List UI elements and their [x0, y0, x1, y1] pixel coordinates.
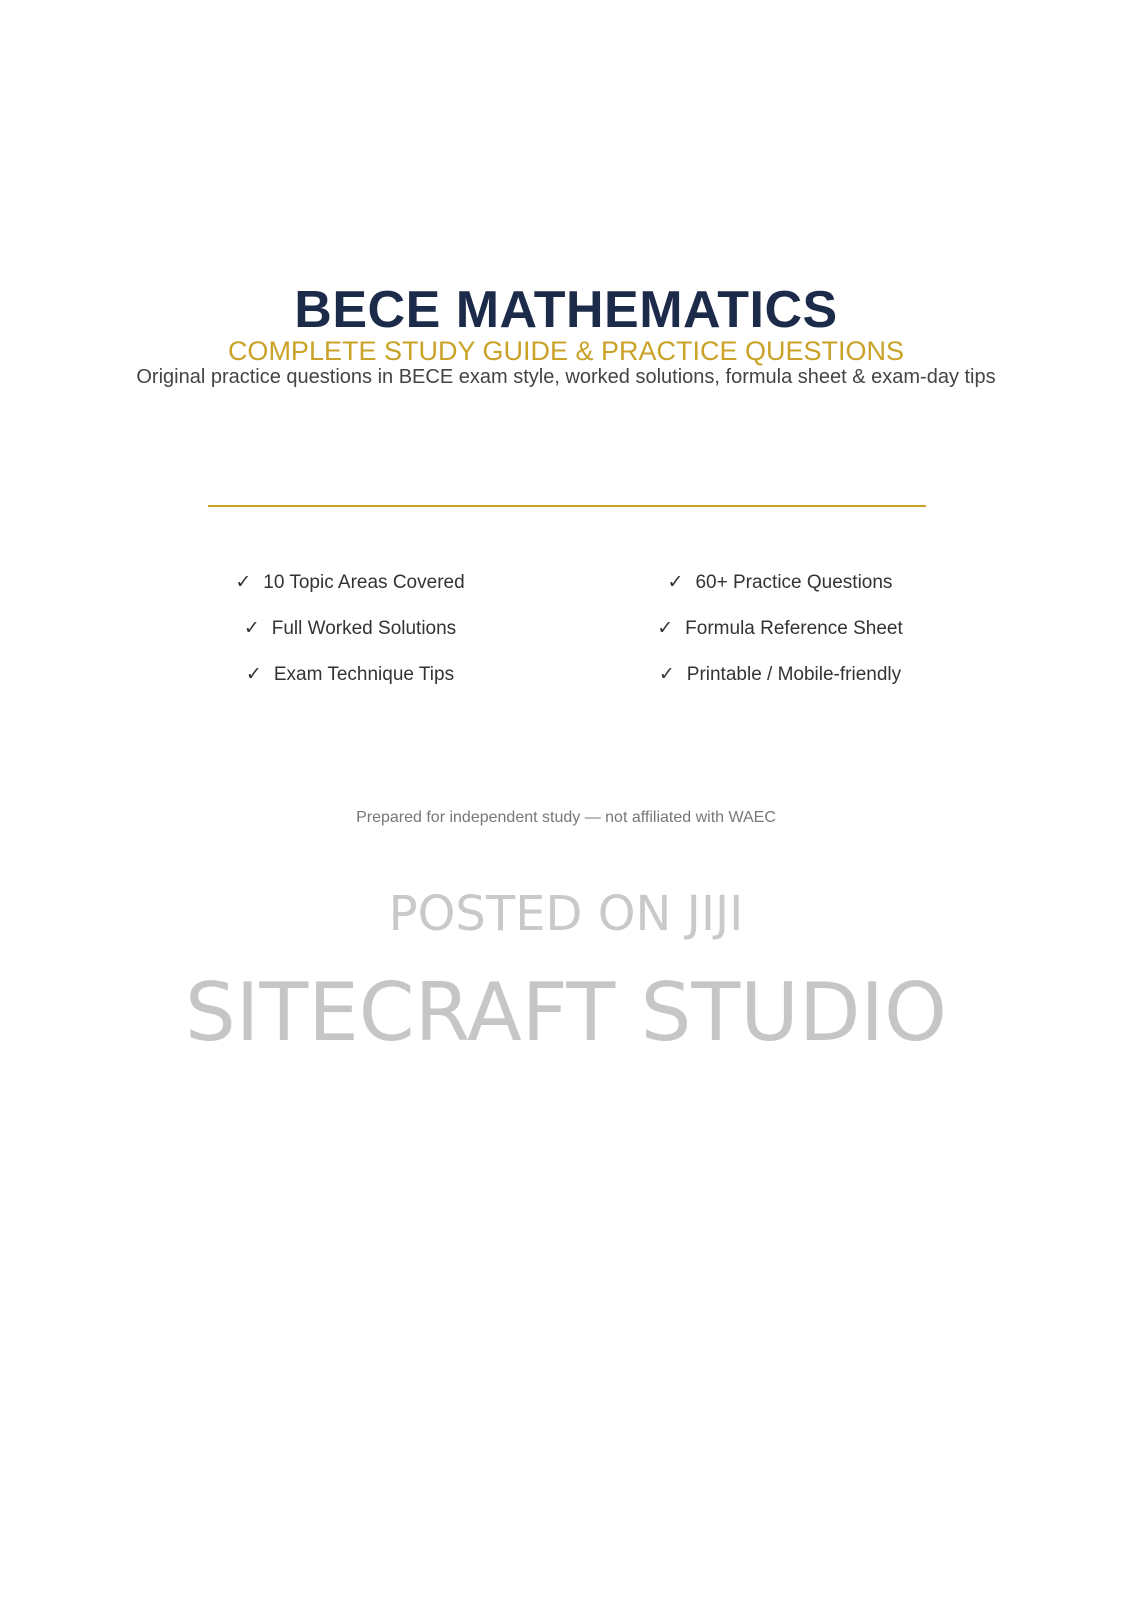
- check-icon: ✓: [667, 572, 684, 593]
- check-icon: ✓: [658, 664, 675, 685]
- check-icon: ✓: [235, 572, 252, 593]
- check-icon: ✓: [657, 618, 674, 639]
- watermark-brand: SITECRAFT STUDIO: [185, 966, 947, 1059]
- document-description: Original practice questions in BECE exam style, worked solutions, formula sheet & exam-day tips: [136, 366, 996, 388]
- feature-item-right-2: [430, 617, 1130, 641]
- feature-label: Full Worked Solutions: [271, 618, 457, 639]
- feature-label: Printable / Mobile-friendly: [686, 664, 902, 685]
- feature-label: Formula Reference Sheet: [685, 618, 903, 639]
- feature-label: 10 Topic Areas Covered: [263, 572, 465, 593]
- document-subtitle: COMPLETE STUDY GUIDE & PRACTICE QUESTIONS: [227, 336, 905, 366]
- disclaimer-note: Prepared for independent study — not affiliated with WAEC: [356, 809, 776, 826]
- feature-item-right-3: [430, 663, 1130, 687]
- document-title: BECE MATHEMATICS: [294, 281, 838, 339]
- watermark-posted-on: POSTED ON JIJI: [388, 886, 744, 942]
- feature-label: 60+ Practice Questions: [695, 572, 893, 593]
- check-icon: ✓: [245, 664, 262, 685]
- check-icon: ✓: [243, 618, 260, 639]
- gold-divider: [208, 505, 926, 507]
- feature-label: Exam Technique Tips: [273, 664, 455, 685]
- feature-item-right-1: [430, 571, 1130, 595]
